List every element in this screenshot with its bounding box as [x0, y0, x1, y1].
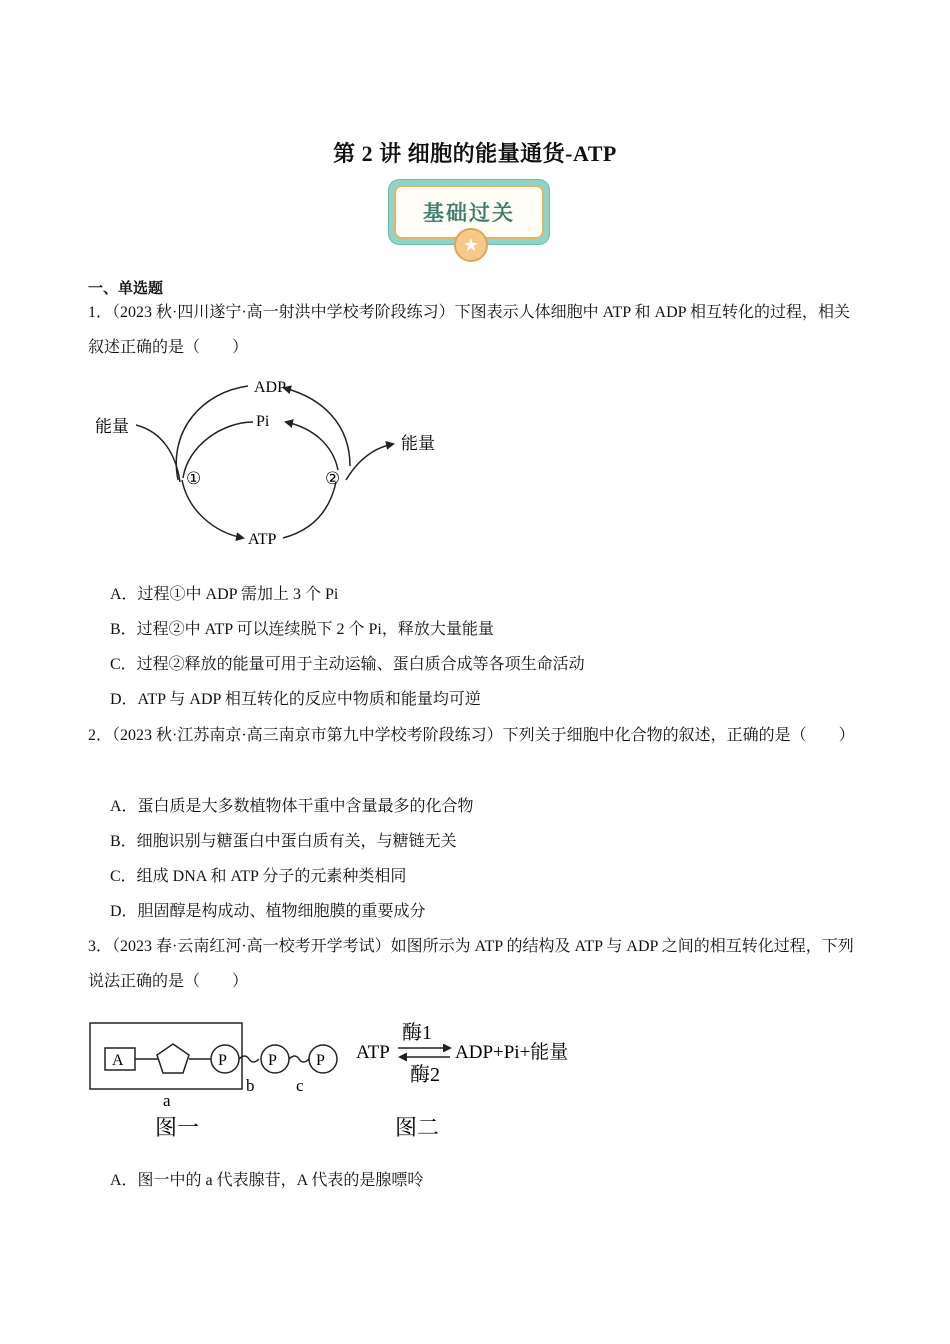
label-a: a — [163, 1091, 171, 1110]
question-1-option-d[interactable]: D．ATP 与 ADP 相互转化的反应中物质和能量均可逆 — [110, 691, 481, 708]
question-2-option-d[interactable]: D．胆固醇是构成动、植物细胞膜的重要成分 — [110, 903, 426, 920]
energy-in-label: 能量 — [95, 417, 129, 436]
question-2-option-c[interactable]: C．组成 DNA 和 ATP 分子的元素种类相同 — [110, 868, 407, 885]
phosphate-3: P — [316, 1052, 325, 1069]
question-1-option-b[interactable]: B．过程②中 ATP 可以连续脱下 2 个 Pi，释放大量能量 — [110, 621, 494, 638]
phosphate-1: P — [218, 1052, 227, 1069]
question-3-stem — [88, 929, 858, 999]
question-1-stem — [88, 295, 858, 365]
figure-2-caption: 图二 — [395, 1115, 440, 1140]
adp-label: ADP — [254, 379, 287, 396]
process-1-label: ① — [186, 469, 202, 488]
question-text: （2023 秋·四川遂宁·高一射洪中学校考阶段练习）下图表示人体细胞中 ATP 和 ADP 相互转化的过程，相关叙述正确的是（ ） — [88, 304, 850, 356]
atp-label: ATP — [248, 531, 277, 548]
question-1-option-c[interactable]: C．过程②释放的能量可用于主动运输、蛋白质合成等各项生命活动 — [110, 656, 585, 673]
section-badge — [389, 180, 549, 255]
process-2-label: ② — [325, 469, 341, 488]
question-2-stem — [88, 718, 858, 753]
label-c: c — [296, 1076, 304, 1095]
question-text: （2023 春·云南红河·高一校考开学考试）如图所示为 ATP 的结构及 ATP 与 ADP 之间的相互转化过程，下列说法正确的是（ ） — [88, 938, 854, 990]
phosphate-2: P — [268, 1052, 277, 1069]
enzyme-2-label: 酶2 — [410, 1064, 440, 1086]
section-heading: 一、单选题 — [88, 281, 164, 297]
figure-1-caption: 图一 — [155, 1115, 200, 1140]
question-text: （2023 秋·江苏南京·高三南京市第九中学校考阶段练习）下列关于细胞中化合物的叙述，正确的是（ ） — [112, 727, 855, 744]
question-2-option-a[interactable]: A．蛋白质是大多数植物体干重中含量最多的化合物 — [110, 798, 474, 815]
pi-label: Pi — [256, 413, 270, 430]
question-1-option-a[interactable]: A．过程①中 ADP 需加上 3 个 Pi — [110, 586, 339, 603]
question-number: 2． — [88, 727, 113, 744]
enzyme-1-label: 酶1 — [402, 1022, 432, 1044]
equation-left: ATP — [356, 1042, 390, 1063]
atp-adp-cycle-diagram — [88, 370, 468, 555]
label-b: b — [246, 1076, 255, 1095]
badge-label: 基础过关 — [394, 185, 544, 239]
equation-right: ADP+Pi+能量 — [455, 1042, 569, 1063]
question-3-option-a[interactable]: A．图一中的 a 代表腺苷，A 代表的是腺嘌呤 — [110, 1172, 424, 1189]
question-number: 1． — [88, 304, 113, 321]
star-icon: ★ — [454, 228, 488, 262]
energy-out-label: 能量 — [401, 434, 435, 453]
question-2-option-b[interactable]: B．细胞识别与糖蛋白中蛋白质有关，与糖链无关 — [110, 833, 457, 850]
adenine-box-label: A — [112, 1052, 124, 1069]
question-number: 3． — [88, 938, 113, 955]
page-title: 第 2 讲 细胞的能量通货-ATP — [333, 141, 617, 166]
atp-structure-diagram — [88, 1015, 608, 1145]
